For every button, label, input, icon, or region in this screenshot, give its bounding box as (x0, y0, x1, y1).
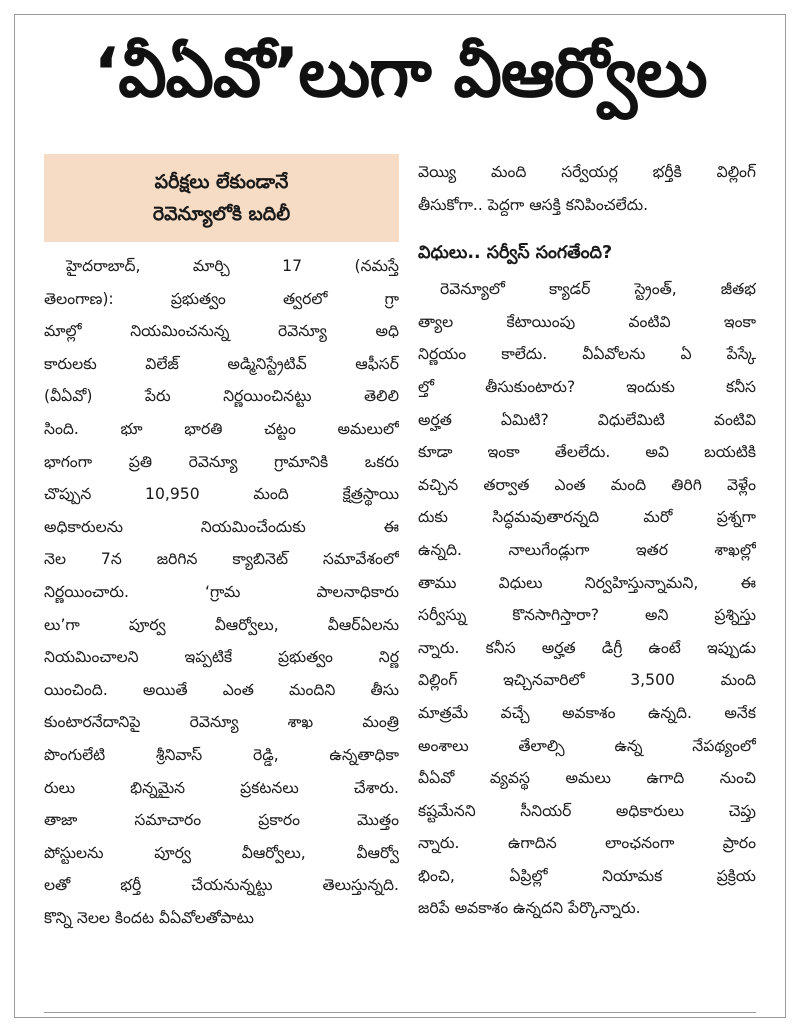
text-line: కుంటారనేదానిపై రెవెన్యూ శాఖ మంత్రి (44, 713, 399, 732)
subhead-line-1: పరీక్షలు లేకుండానే (154, 171, 289, 193)
text-line: లు’గా పూర్వ వీఆర్వోలు, వీఆర్ఏలను (44, 615, 399, 634)
text-line: అంశాలు తేలాల్సి ఉన్న నేపథ్యంలో (418, 736, 756, 755)
text-line: విల్లింగ్ ఇచ్చినవారిలో 3,500 మంది (418, 671, 756, 690)
text-line: సర్వీస్ను కొనసాగిస్తారా? అని ప్రశ్నిస్తు (418, 606, 756, 625)
text-line: నెల 7న జరిగిన క్యాబినెట్ సమావేశంలో (44, 550, 399, 569)
text-line: భించి, ఏప్రిల్లో నియామక ప్రక్రియ (418, 866, 756, 885)
text-line: కష్టమేనని సీనియర్ అధికారులు చెప్తు (418, 801, 756, 820)
text-line: కారులకు విలేజ్ అడ్మినిస్ట్రేటివ్ ఆఫీసర్ (44, 354, 399, 373)
text-line: రులు భిన్నమైన ప్రకటనలు చేశారు. (44, 778, 399, 797)
text-line: మాల్లో నియమించనున్న రెవెన్యూ అధి (44, 322, 399, 341)
text-line: న్నారు. ఉగాదిన లాంఛనంగా ప్రారం (418, 834, 756, 853)
text-line: రెవెన్యూలో క్యాడర్ స్ట్రెంత్, జీతభ (440, 280, 756, 299)
headline: ‘వీఏవో’లుగా వీఆర్వోలు (93, 33, 707, 113)
text-line: తీసుకోగా.. పెద్దగా ఆసక్తి కనిపించలేదు. (418, 195, 649, 214)
text-line: లతో భర్తీ చేయనున్నట్టు తెలుస్తున్నది. (44, 876, 399, 895)
text-line: తాము విధులు నిర్వహిస్తున్నామని, ఈ (418, 573, 756, 592)
text-line: న్నారు. కనీస అర్హత డిగ్రీ ఉంటే ఇప్పుడు (418, 638, 756, 657)
text-line: అధికారులను నియమించేందుకు ఈ (44, 517, 399, 536)
text-line: తెలంగాణ): ప్రభుత్వం త్వరలో గ్రా (44, 289, 399, 308)
text-line: హైదరాబాద్, మార్చి 17 (నమస్తే (66, 257, 399, 275)
text-line: పొంగులేటి శ్రీనివాస్ రెడ్డి, ఉన్నతాధికా (44, 745, 399, 764)
right-column-body (418, 273, 756, 925)
subhead-line-2: రెవెన్యూలోకి బదిలీ (152, 203, 291, 225)
text-line: (వీఏవో) పేరు నిర్ణయించినట్టు తెలిలి (44, 387, 399, 406)
text-line: నియమించాలని ఇప్పటికే ప్రభుత్వం నిర్ణ (44, 648, 399, 667)
subhead-box (44, 154, 399, 242)
text-line: ఉన్నది. నాలుగేండ్లుగా ఇతర శాఖల్లో (418, 540, 756, 559)
text-line: భాగంగా ప్రతి రెవెన్యూ గ్రామానికి ఒకరు (44, 452, 399, 471)
left-column (44, 152, 399, 934)
text-line: వచ్చిన తర్వాత ఎంత మంది తిరిగి వెళ్లేం (418, 475, 756, 494)
text-line: వీఏవో వ్యవస్థ అమలు ఉగాది నుంచి (418, 769, 756, 788)
text-line: త్యాల కేటాయింపు వంటివి ఇంకా (418, 312, 756, 331)
text-line: దుకు సిద్ధమవుతారన్నది మరో ప్రశ్నగా (418, 508, 756, 527)
text-line: ల్తో తీసుకుంటారు? ఇందుకు కనీస (418, 377, 756, 396)
text-line: యించింది. అయితే ఎంత మందిని తీసు (44, 680, 399, 699)
text-line: సింది. భూ భారతి చట్టం అమలులో (44, 419, 399, 438)
text-line: నిర్ణయం కాలేదు. వీఏవోలను ఏ పేస్కే (418, 345, 756, 364)
text-line: వెయ్యి మంది సర్వేయర్ల భర్తీకి విల్లింగ్ (418, 163, 756, 181)
bottom-rule (44, 1012, 756, 1013)
text-line: నిర్ణయించారు. ‘గ్రామ పాలనాధికారు (44, 582, 399, 601)
text-line: మాత్రమే వచ్చే అవకాశం ఉన్నది. అనేక (418, 703, 756, 722)
left-column-body (44, 250, 399, 934)
text-line: కొన్ని నెలల కిందట వీఏవోలతోపాటు (44, 908, 254, 927)
right-column (418, 152, 756, 925)
section-heading: విధులు.. సర్వీస్ సంగతేంది? (418, 243, 613, 264)
text-line: పోస్టులను పూర్వ వీఆర్వోలు, వీఆర్వో (44, 843, 399, 862)
text-line: చొప్పున 10,950 మంది క్షేత్రస్థాయి (44, 485, 399, 504)
text-line: కూడా ఇంకా తేలలేదు. అవి బయటికి (418, 443, 756, 462)
right-column-intro (418, 156, 756, 221)
text-line: తాజా సమాచారం ప్రకారం మొత్తం (44, 811, 399, 830)
text-line: అర్హత ఏమిటి? విధులేమిటి వంటివి (418, 410, 756, 429)
text-line: జరిపే అవకాశం ఉన్నదని పేర్కొన్నారు. (418, 899, 641, 918)
